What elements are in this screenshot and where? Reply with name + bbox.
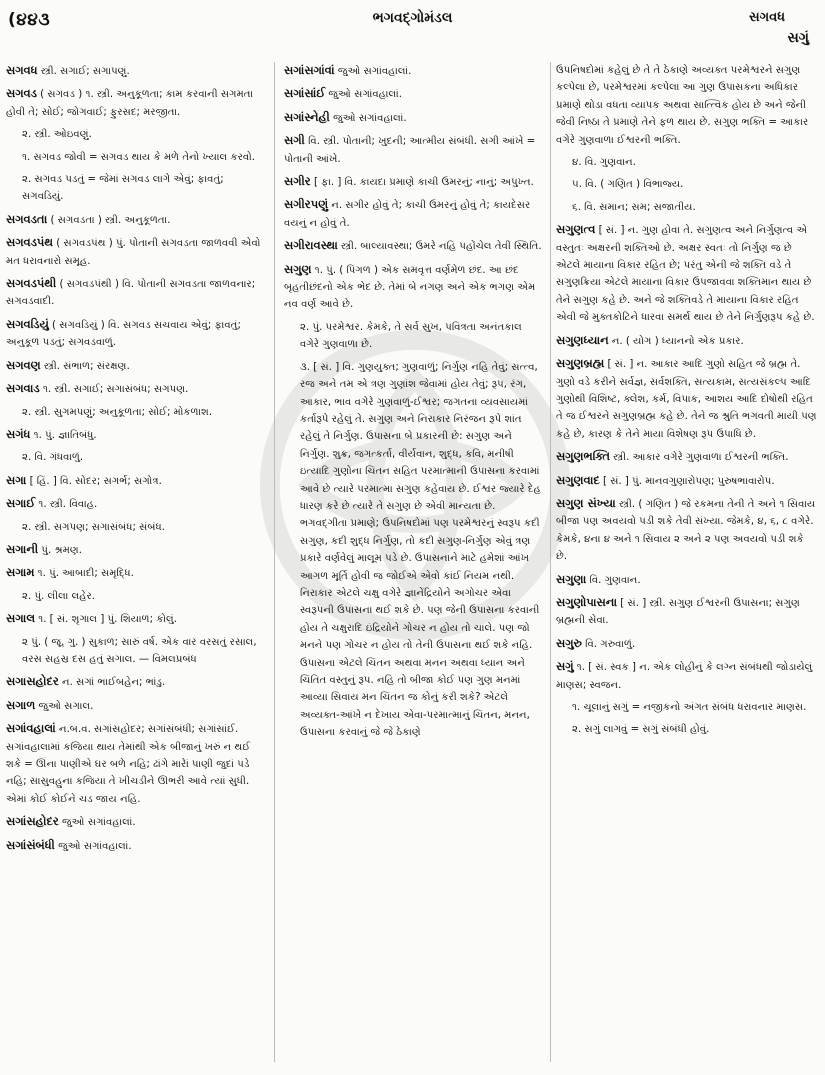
column-divider xyxy=(550,62,551,1062)
dictionary-entry xyxy=(572,176,818,193)
entry-headword: સગવડતા xyxy=(6,211,48,226)
entry-headword: સગીરપણું xyxy=(284,197,329,212)
entry-definition: ૨ પું. ( જૂ. ગુ. ) સુકાળ; સારું વર્ષ. એક વાર વરસતું રસાલ, વરસ સહસ્ર દસ હતું સગાલ. — વિમલપ્રબંધ xyxy=(22,636,257,665)
entry-definition: જુઓ સગાંવહાલાં. xyxy=(337,66,412,77)
dictionary-entry xyxy=(284,196,544,232)
entry-headword: સગાની xyxy=(6,541,39,556)
dictionary-entry xyxy=(6,426,264,444)
entry-definition: ન.બ.વ. સગાંસહોદર; સગાંસંબંધી; સગાંસાંઈ. સગાંવહાલામાં કજિયા થાય તેમાંથી એક બીજાનું ખરું ન થઈ શકે = ઊંના પાણીએ ઘર બળે નહિ; ઢાંગે મારેાં પાણી જુદાં પડે નહિ; સાસુવહુના કજિયા તે ખીચડીને ઊભરી આવે ત્યાં સુધી. એમાં કોઈ કોઈને ચડ જાય નહિ. xyxy=(6,724,251,805)
entry-headword: સગાસહોદર xyxy=(6,674,59,689)
dictionary-entry xyxy=(284,237,544,255)
entry-headword: સગાંસાંઈ xyxy=(284,86,326,101)
entry-headword: સગું xyxy=(556,659,574,674)
dictionary-entry xyxy=(6,813,264,831)
entry-definition: ૧. સગવડ જોવી = સગવડ થાય કે મળે તેનો ખ્યાલ કરવો. xyxy=(22,151,256,163)
entry-definition: ૧. સ્ત્રી. વિવાહ. xyxy=(38,499,98,511)
entry-headword: સગુણબ્રહ્મ xyxy=(556,356,605,371)
entry-headword: સગુણ સંખ્યા xyxy=(556,495,616,510)
dictionary-entry xyxy=(6,495,264,513)
entry-headword: સગાંસગાંવાં xyxy=(284,63,335,77)
entry-definition: ૨. પું. લીલા લહેર. xyxy=(22,590,96,602)
dictionary-entry xyxy=(6,62,264,80)
entry-definition: જુઓ સગાલ. xyxy=(38,700,94,712)
entry-definition: ( સગવડપંથી ) વિ. પોતાની સગવડતા જાળવનાર; સગવડવાદી. xyxy=(6,279,256,308)
entry-definition: જુઓ સગાંવહાલાં. xyxy=(328,89,402,101)
entry-definition: ૫. વિ. ( ગણિત ) વિભાજ્ય. xyxy=(572,179,684,191)
entry-definition: પું. શ્રમણ. xyxy=(41,544,83,556)
dictionary-entry xyxy=(556,472,818,490)
dictionary-entry xyxy=(572,199,818,216)
entry-headword: સગીર xyxy=(284,174,311,189)
dictionary-entry xyxy=(6,720,264,808)
book-title: ભગવદ્ગોમંડલ xyxy=(372,10,453,26)
entry-headword: સગવાડ xyxy=(6,381,40,396)
dictionary-entry xyxy=(6,541,264,559)
page-number: (૪૪૩ xyxy=(8,10,51,30)
entry-definition: ૧. સ્ત્રી. સગાઈ; સગાસંબંધ; સગપણ. xyxy=(42,384,189,396)
entry-headword: સગવડપંથ xyxy=(6,235,54,250)
entry-headword: સગા xyxy=(6,472,27,487)
entry-headword: સગાલ xyxy=(6,611,35,626)
dictionary-entry xyxy=(284,85,544,103)
entry-headword: સગુણ xyxy=(284,261,312,276)
entry-headword: સગંધ xyxy=(6,426,31,441)
entry-headword: સગવડપંથી xyxy=(6,276,57,291)
entry-definition: [ સં. ] પું. માનવગુણારોપણ; પુરુષભાવારોપ. xyxy=(602,475,775,487)
entry-definition: [ હિં. ] વિ. સોદર; સગર્ભ; સગોત્ર. xyxy=(29,475,162,487)
dictionary-entry xyxy=(6,610,264,628)
column-divider xyxy=(274,62,275,1062)
entry-definition: ૨. સ્ત્રી. ઓઇવણું. xyxy=(22,129,92,141)
entry-headword: સગુણોપાસના xyxy=(556,594,618,609)
dictionary-entry xyxy=(284,109,544,127)
column-right xyxy=(556,62,818,1062)
dictionary-entry xyxy=(300,359,544,742)
entry-definition: ૨. સગું લાગવું = સગું સંબંધી હોવું. xyxy=(572,724,710,736)
entry-definition: ( સગવડતા ) સ્ત્રી. અનુકૂળતા. xyxy=(50,214,171,226)
entry-headword: સગુણધ્યાન xyxy=(556,332,609,347)
dictionary-entry xyxy=(556,571,818,589)
entry-headword: સગવડ xyxy=(6,86,37,101)
dictionary-entry xyxy=(22,634,264,669)
entry-definition: ૩. [ સં. ] વિ. ગુણયુક્ત; ગુણવાળું; નિર્ગુણ નહિ તેવું; સત્ત્વ, રજ અને તમ એ ત્રણ ગુણાંશ જેવામાં હોય તેવું; રૂપ, રંગ, આકાર, ભાવ વગેરે ગુણવાળું-ઈશ્વર; જગતના વ્યવસાયમાં કર્તારૂપે રહેલું તે. સગુણ અને નિરાકાર નિરંજન રૂપે શાંત રહેલું તે નિર્ગુણ. ઉપાસના બે પ્રકારની છે: સગુણ અને નિર્ગુણ. શુક્ર, જગત્કર્તા, વીર્યવાન, શુદ્ધ, કવિ, મનીષી ઇત્યાદિ ગુણોના ચિંતન સહિત પરમાત્માની ઉપાસના કરવામાં આવે છે ત્યારે પરમાત્મા સગુણ કહેવાય છે. ઈશ્વર જ્યારે દેહ ધારણ કરે છે ત્યારે તે સગુણ છે એવી માન્યતા છે. ભગવદ્ગીતા પ્રમાણે; ઉપનિષદોમાં પણ પરમેશ્વરનું સ્વરૂપ કદી સગુણ, કદી શુદ્ધ નિર્ગુણ, તો કદી સગુણ-નિર્ગુણ એવું ત્રણ પ્રકારે વર્ણવેલું માલૂમ પડે છે. ઉપાસનાને માટે હમેશાં આંખ આગળ મૂર્તિ હોવી જ જોઈએ એવો કાંઈ નિયમ નથી. નિરાકાર એટલે ચક્ષુ વગેરે જ્ઞાનેંદ્રિયોને અગોચર એવા સ્વરૂપની ઉપાસના થઈ શકે છે. પણ જેની ઉપાસના કરવાની હોય તે ચક્ષુરાદિ ઇંદ્રિયોને ગોચર ન હોય તો ચાલે. પણ જો મનને પણ ગોચર ન હોય તો તેની ઉપાસના થઈ શકે નહિ. ઉપાસના એટલે ચિંતન અથવા મનન અથવા ધ્યાન અને ચિંતિત વસ્તુનું રૂપ. નહિ તો બીજા કોઈ પણ ગુણ મનમાં આવ્યા સિવાય મન ચિંતન જ કોનું કરી શકે? એટલે અવ્યક્ત-આંખે ન દેખાય એવા-પરમાત્માનું ચિંતન, મનન, ઉપાસના કરવાનું જે જે ઠેકાણે xyxy=(300,361,541,739)
entry-definition: ૧. પું. ( પિંગળ ) એક સમવૃત્ત વર્ણમેળ છંદ. આ છંદ બૃહતીછંદનો એક ભેદ છે. તેમાં બે નગણ અને એક ભગણ એમ નવ વર્ણ આવે છે. xyxy=(284,264,536,311)
entry-headword: સગામ xyxy=(6,565,35,580)
entry-headword: સગાળ xyxy=(6,697,36,712)
dictionary-entry xyxy=(556,62,818,149)
entry-definition: વિ. સ્ત્રી. પોતાની; ખુદની; આત્મીય સંબંધી. સગી આંખે = પોતાની આંખે. xyxy=(284,136,536,165)
running-header xyxy=(0,8,825,46)
entry-definition: ૧. [ સં. શૃગાલ ] પું. શિયાળ; કોલું. xyxy=(38,614,177,626)
entry-headword: સગાઈ xyxy=(6,496,36,511)
dictionary-entry xyxy=(6,275,264,311)
dictionary-entry xyxy=(22,126,264,143)
dictionary-entry xyxy=(556,355,818,443)
dictionary-entry xyxy=(6,673,264,691)
entry-headword: સગુણત્વ xyxy=(556,222,596,237)
entry-headword: સગીરાવસ્થા xyxy=(284,238,338,253)
column-left xyxy=(6,62,264,1062)
entry-definition: સ્ત્રી. બાલ્યાવસ્થા; ઉમરે નહિ પહોંચેલ તેવી સ્થિતિ. xyxy=(341,241,542,253)
entry-definition: ૧. [ સં. સ્વક ] ન. એક લોહીનું કે લગ્ન સંબંધથી જોડાયેલું માણસ; સ્વજન. xyxy=(556,662,813,691)
entry-headword: સગવણ xyxy=(6,357,41,372)
dictionary-entry xyxy=(284,261,544,314)
entry-definition: ( સગવડિયું ) વિ. સગવડ સચવાય એવું; ફાવતું; અનુકૂળ પડતું; સગવડવાળું. xyxy=(6,319,241,349)
dictionary-entry xyxy=(6,357,264,375)
entry-definition: જુઓ સગાંવહાલાં. xyxy=(62,817,136,829)
entry-headword: સગુરુ xyxy=(556,635,582,650)
entry-definition: ૨. સ્ત્રી. સગપણ; સગાસંબંધ; સંબંધ. xyxy=(22,521,165,533)
dictionary-entry xyxy=(6,85,264,121)
dictionary-entry xyxy=(300,319,544,354)
entry-definition: ન. ( યોગ ) ધ્યાનનો એક પ્રકાર. xyxy=(611,335,744,347)
dictionary-entry xyxy=(556,594,818,630)
entry-headword: સગાંસહોદર xyxy=(6,814,59,829)
entry-definition: વિ. ગુણવાન. xyxy=(589,574,641,586)
dictionary-entry xyxy=(572,154,818,171)
dictionary-entry xyxy=(572,721,818,738)
dictionary-entry xyxy=(22,171,264,206)
dictionary-entry xyxy=(22,588,264,605)
entry-definition: સ્ત્રી. આકાર વગેરે ગુણવાળા ઈશ્વરની ભક્તિ. xyxy=(613,452,789,464)
dictionary-entry xyxy=(22,449,264,466)
dictionary-entry xyxy=(556,448,818,466)
dictionary-entry xyxy=(6,380,264,398)
dictionary-entry xyxy=(6,234,264,270)
column-middle xyxy=(284,62,544,1062)
entry-headword: સગાંવહાલાં xyxy=(6,721,56,736)
entry-definition: ઉપનિષદોમાં કહેલું છે તે તે ઠેકાણે અવ્યક્ત પરમેશ્વરને સગુણ કલ્પેલા છે, પરમેશ્વરમાં કલ્પેલા આ ગુણ ઉપાસકના અધિકાર પ્રમાણે થોડા વધતા વ્યાપક અથવા સાત્ત્વિક હોય છે અને જેની જેવી નિષ્ઠા તે પ્રમાણે તેને ફળ થાય છે. સગુણ ભક્તિ = આકાર વગેરે ગુણવાળા ઈશ્વરની ભક્તિ. xyxy=(556,65,809,146)
dictionary-entry xyxy=(284,132,544,168)
dictionary-entry xyxy=(284,62,544,80)
entry-definition: ૬. વિ. સમાન; સમ; સજાતીય. xyxy=(572,201,696,213)
entry-definition: વિ. ગરુવાળું. xyxy=(585,638,636,650)
dictionary-entry xyxy=(6,564,264,582)
dictionary-entry xyxy=(556,332,818,350)
entry-headword: સગાંસ્નેહી xyxy=(284,109,330,124)
entry-headword: સગવડિયું xyxy=(6,316,49,331)
entry-definition: ૨. સ્ત્રી. સુગમપણું; અનુકૂળતા; સોઈ; મોકળાશ. xyxy=(22,406,213,418)
entry-definition: સ્ત્રી. સંભાળ; સંરક્ષણ. xyxy=(43,360,130,372)
dictionary-entry xyxy=(556,658,818,694)
dictionary-entry xyxy=(572,699,818,716)
dictionary-entry xyxy=(6,316,264,352)
dictionary-entry xyxy=(6,211,264,229)
entry-definition: ( સગવડ ) ૧. સ્ત્રી. અનુકૂળતા; કામ કરવાની સગમતા હોવી તે; સોઈ; જોગવાઈ; ફુરસદ; મરજીતા. xyxy=(6,89,254,118)
entry-definition: ન. સગાં ભાઈબહેન; ભાંડુ. xyxy=(62,677,166,689)
entry-definition: [ સં. ] ન. ગુણ હોવા તે. સગુણત્વ અને નિર્ગુણત્વ એ વસ્તુતઃ અક્ષરની શક્તિઓ છે. અક્ષર સ્વતઃ તો નિર્ગુણ જ છે એટલે માયાના વિકાર રહિત છે; પરંતુ એની જે શક્તિ વડે તે સગુણક્રિયા એટલે માયાના વિકાર ઉપજાવવા શક્તિમાન થાય છે તેને સગુણ કહે છે. અને જે શક્તિવડે તે માયાના વિકાર રહિત એવી જે મુક્તકોટિને ધારવા સમર્થ થાય છે તેને નિર્ગુણરૂપ કહે છે. xyxy=(556,225,815,324)
dictionary-entry xyxy=(556,221,818,326)
entry-headword: સગવધ xyxy=(6,63,38,77)
dictionary-entry xyxy=(6,837,264,855)
entry-definition: ૧. પું. જ્ઞાતિબંધુ. xyxy=(33,429,97,441)
entry-definition: ૨. સગવડ પડતું = જેમાં સગવડ લાગે એવું; ફાવતું; સગવડિયું. xyxy=(22,174,224,203)
dictionary-entry xyxy=(22,519,264,536)
entry-definition: જુઓ સગાંવહાલાં. xyxy=(58,840,132,852)
entry-definition: સ્ત્રી. ( ગણિત ) જે રકમના તેની તે અને ૧ સિવાય બીજા પણ અવયવો પડી શકે તેવી સંખ્યા. જેમકે, ૪, ૬, ૮ વગેરે. કેમકે, ૪ના ૪ અને ૧ સિવાય ૨ અને ૨ પણ અવયવો પડી શકે છે. xyxy=(556,498,816,563)
entry-definition: ન. સગીર હોવું તે; કાચી ઉમરનું હોવું તે; કાયદેસર વયનું ન હોવું તે. xyxy=(284,200,531,229)
dictionary-entry xyxy=(284,173,544,191)
entry-headword: સગુણવાદ xyxy=(556,472,600,487)
dictionary-entry xyxy=(22,404,264,421)
guide-word-last: સગું xyxy=(787,30,809,46)
entry-headword: સગુણા xyxy=(556,571,587,586)
entry-definition: ૨. વિ. ગંધવાળું. xyxy=(22,452,84,464)
dictionary-entry xyxy=(556,495,818,566)
dictionary-entry xyxy=(6,472,264,490)
entry-definition: ૨. પું. પરમેશ્વર. કેમકે, તે સર્વ સુખ, પવિત્રતા અનંતકાલ વગેરે ગુણવાળા છે. xyxy=(300,321,522,351)
guide-word-first: સગવધ xyxy=(749,10,785,25)
entry-definition: જુઓ સગાંવહાલાં. xyxy=(333,112,407,124)
dictionary-entry xyxy=(22,149,264,166)
entry-definition: સ્ત્રી. સગાઈ; સગાપણું. xyxy=(40,66,130,77)
entry-definition: [ સં. ] ન. આકાર આદિ ગુણો સહિત જે બ્રહ્મ તે. ગુણો વડે કરીને સર્વજ્ઞ, સર્વશક્તિ, સત્યકામ, સત્યસંકલ્પ આદિ ગુણોથી વિશિષ્ટ, ક્લેશ, કર્મ, વિપાક, આશય આદિ દોષોથી રહિત તે જ ઈશ્વરને સગુણબ્રહ્મ કહે છે. તેને જ શ્રુતિ ભગવતી માયી પણ કહે છે, કારણ કે તેને માયા વિશેષણ રૂપ ઉપાધિ છે. xyxy=(556,359,817,440)
entry-definition: [ સં. ] સ્ત્રી. સગુણ ઈશ્વરની ઉપાસના; સગુણ બ્રહ્મની સેવા. xyxy=(556,597,800,627)
entry-headword: સગુણભક્તિ xyxy=(556,449,610,464)
entry-definition: ( સગવડપંથ ) પું. પોતાની સગવડતા જાળવવી એવો મત ધરાવનારો સમૂહ. xyxy=(6,238,261,267)
dictionary-entry xyxy=(556,635,818,653)
entry-definition: [ ફા. ] વિ. કાયદા પ્રમાણે કાચી ઉમરનું; નાનું; અપુખ્ત. xyxy=(313,177,534,189)
entry-definition: ૧. પું. આબાદી; સમૃદ્ધિ. xyxy=(37,568,134,580)
entry-headword: સગી xyxy=(284,133,305,148)
dictionary-entry xyxy=(6,697,264,715)
entry-headword: સગાંસંબંધી xyxy=(6,837,55,852)
entry-definition: ૪. વિ. ગુણવાન. xyxy=(572,157,636,169)
entry-definition: ૧. ચૂલાનું સગું = નજીકનો અંગત સંબંધ ધરાવનાર માણસ. xyxy=(572,702,807,713)
